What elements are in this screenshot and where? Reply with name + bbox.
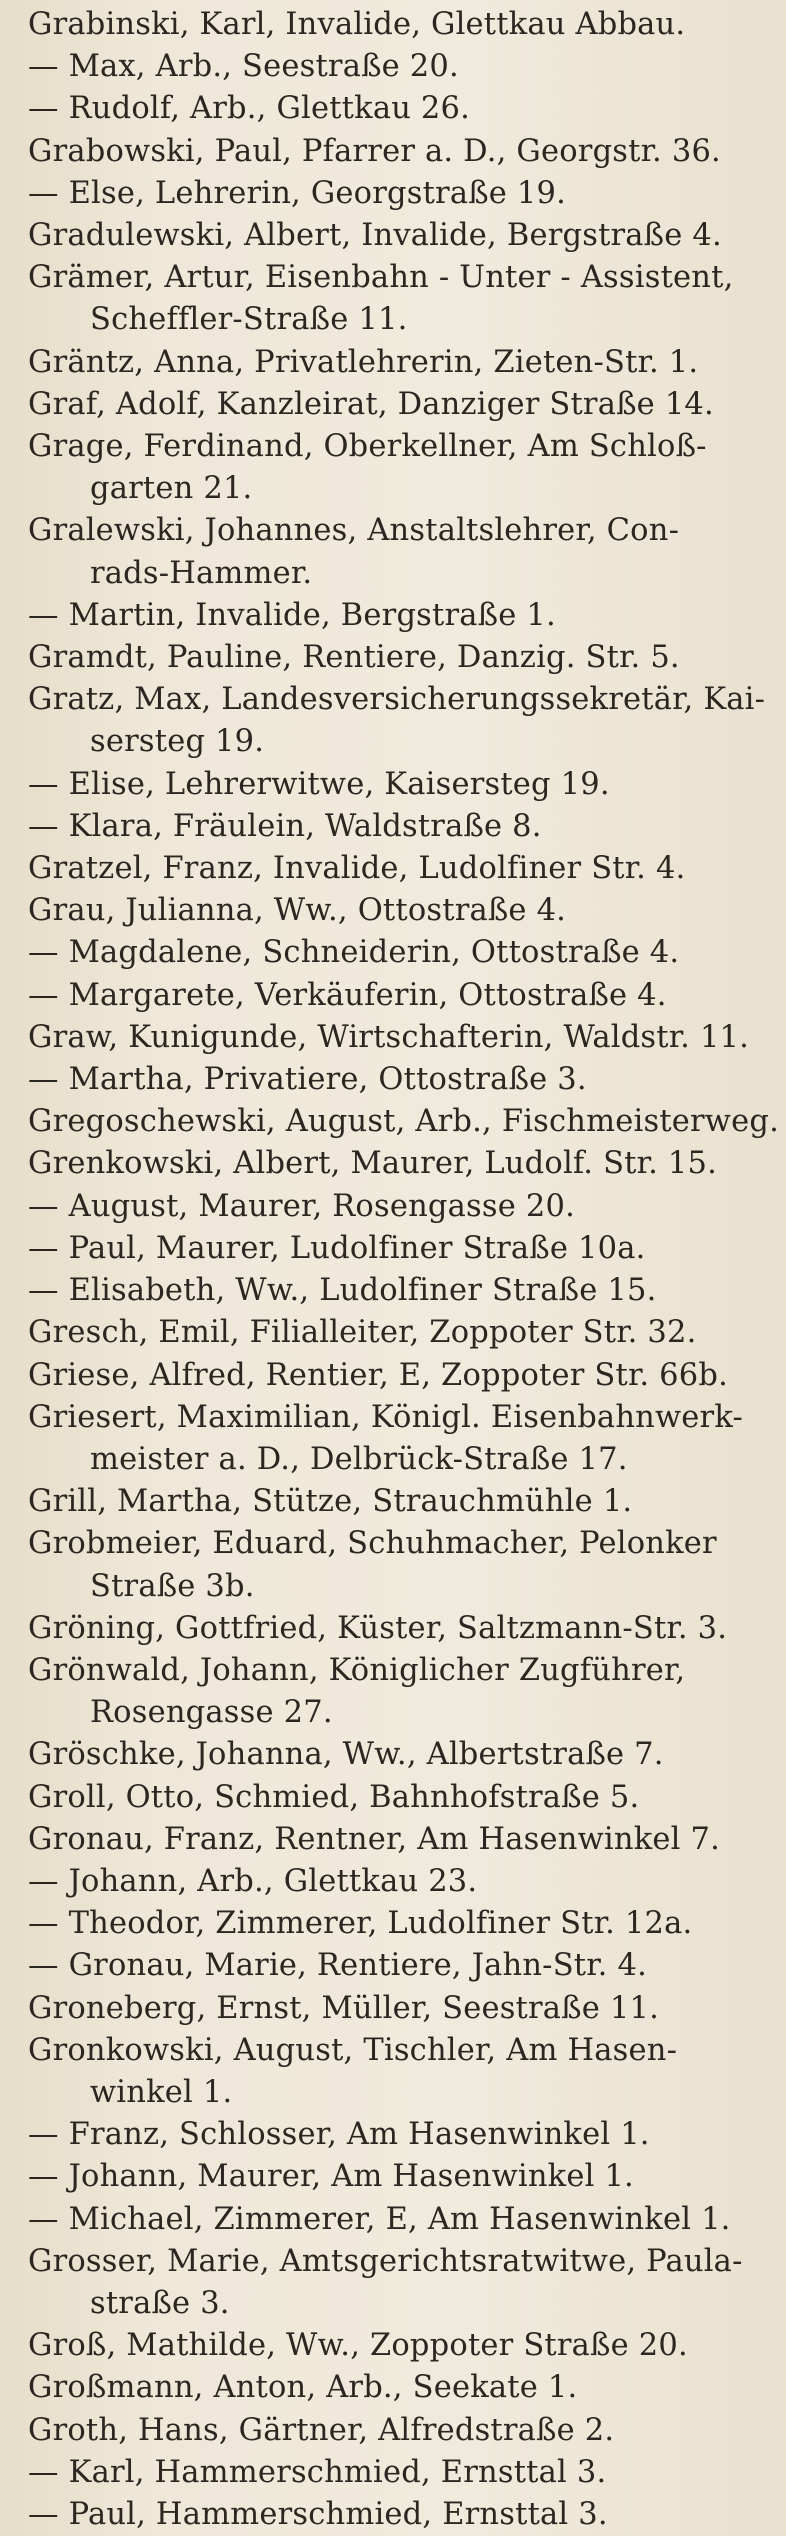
- directory-entry: [28, 88, 780, 130]
- directory-entry: [28, 1270, 780, 1312]
- entry-line: Griese, Alfred, Rentier, E, Zoppoter Str. 66b.: [28, 1357, 728, 1393]
- entry-continuation-line: straße 3.: [90, 2285, 230, 2321]
- directory-entry: [28, 131, 780, 173]
- entry-line: — Paul, Maurer, Ludolfiner Straße 10a.: [28, 1230, 646, 1266]
- entry-continuation-line: meister a. D., Delbrück-Straße 17.: [90, 1441, 628, 1477]
- directory-entry: [28, 848, 780, 890]
- directory-entry: [28, 679, 780, 763]
- directory-entry: [28, 2367, 780, 2409]
- entry-line: Gröning, Gottfried, Küster, Saltzmann-Str. 3.: [28, 1610, 728, 1646]
- entry-line: — Elise, Lehrerwitwe, Kaisersteg 19.: [28, 766, 610, 802]
- entry-line: Groß, Mathilde, Ww., Zoppoter Straße 20.: [28, 2328, 688, 2364]
- directory-entry: [28, 173, 780, 215]
- directory-entry: [28, 764, 780, 806]
- directory-entry: [28, 595, 780, 637]
- directory-entry: [28, 46, 780, 88]
- directory-entry: [28, 215, 780, 257]
- entry-line: — Rudolf, Arb., Glettkau 26.: [28, 91, 471, 127]
- directory-entry: [28, 1523, 780, 1607]
- directory-entry: [28, 384, 780, 426]
- directory-entry: [28, 4, 780, 46]
- entry-line: — Else, Lehrerin, Georgstraße 19.: [28, 175, 567, 211]
- entry-line: — Martha, Privatiere, Ottostraße 3.: [28, 1062, 587, 1098]
- directory-entry: [28, 1059, 780, 1101]
- entry-line: — Martin, Invalide, Bergstraße 1.: [28, 597, 556, 633]
- directory-entry: [28, 1186, 780, 1228]
- directory-entry: [28, 1397, 780, 1481]
- entry-line: Gratz, Max, Landesversicherungssekretär, Kai-: [28, 682, 766, 718]
- entry-line: — Paul, Hammerschmied, Ernsttal 3.: [28, 2496, 608, 2532]
- entry-continuation-line: sersteg 19.: [90, 724, 265, 760]
- directory-entry: [28, 1017, 780, 1059]
- directory-entry: [28, 426, 780, 510]
- directory-entry: [28, 1945, 780, 1987]
- entry-line: Gräntz, Anna, Privatlehrerin, Zieten-Str. 1.: [28, 344, 699, 380]
- entry-line: Gradulewski, Albert, Invalide, Bergstraße 4.: [28, 218, 722, 254]
- entry-line: — Johann, Maurer, Am Hasenwinkel 1.: [28, 2159, 634, 2195]
- directory-entry: [28, 2199, 780, 2241]
- entry-line: Gramdt, Pauline, Rentiere, Danzig. Str. 5.: [28, 640, 680, 676]
- entry-line: Gratzel, Franz, Invalide, Ludolfiner Str. 4.: [28, 851, 686, 887]
- directory-entry: [28, 1861, 780, 1903]
- entry-line: Graw, Kunigunde, Wirtschafterin, Waldstr. 11.: [28, 1019, 750, 1055]
- entry-line: — Theodor, Zimmerer, Ludolfiner Str. 12a.: [28, 1906, 693, 1942]
- entry-line: Gregoschewski, August, Arb., Fischmeisterweg.: [28, 1104, 779, 1140]
- entry-continuation-line: Straße 3b.: [90, 1568, 255, 1604]
- entry-line: — Johann, Arb., Glettkau 23.: [28, 1863, 478, 1899]
- directory-entry: [28, 975, 780, 1017]
- directory-entry: [28, 1608, 780, 1650]
- directory-entry: [28, 2452, 780, 2494]
- directory-entry: [28, 257, 780, 341]
- directory-entry: [28, 2410, 780, 2452]
- entry-line: Grämer, Artur, Eisenbahn - Unter - Assistent,: [28, 260, 734, 296]
- directory-entry: [28, 1988, 780, 2030]
- directory-entry: [28, 1903, 780, 1945]
- entry-line: Gröschke, Johanna, Ww., Albertstraße 7.: [28, 1737, 664, 1773]
- entry-line: Grobmeier, Eduard, Schuhmacher, Pelonker: [28, 1526, 717, 1562]
- entry-continuation-line: winkel 1.: [90, 2074, 233, 2110]
- directory-entry: [28, 1143, 780, 1185]
- entry-continuation-line: rads-Hammer.: [90, 555, 313, 591]
- entry-line: — August, Maurer, Rosengasse 20.: [28, 1188, 575, 1224]
- directory-entry: [28, 1312, 780, 1354]
- entry-line: Grau, Julianna, Ww., Ottostraße 4.: [28, 893, 567, 929]
- directory-entry: [28, 2494, 780, 2536]
- entry-line: Grabinski, Karl, Invalide, Glettkau Abbau.: [28, 7, 686, 42]
- directory-entry: [28, 1819, 780, 1861]
- entry-line: Grönwald, Johann, Königlicher Zugführer,: [28, 1652, 686, 1688]
- entry-continuation-line: Scheffler-Straße 11.: [90, 302, 408, 338]
- entry-line: Grill, Martha, Stütze, Strauchmühle 1.: [28, 1484, 633, 1520]
- entry-line: Gronkowski, August, Tischler, Am Hasen-: [28, 2032, 678, 2068]
- entry-line: Grenkowski, Albert, Maurer, Ludolf. Str. 15.: [28, 1146, 717, 1182]
- directory-entry: [28, 2156, 780, 2198]
- entry-line: — Gronau, Marie, Rentiere, Jahn-Str. 4.: [28, 1948, 647, 1984]
- directory-entry: [28, 1734, 780, 1776]
- directory-entry: [28, 932, 780, 974]
- entry-line: Gronau, Franz, Rentner, Am Hasenwinkel 7.: [28, 1821, 720, 1857]
- entry-line: Grosser, Marie, Amtsgerichtsratwitwe, Paula-: [28, 2243, 743, 2279]
- entry-line: Gralewski, Johannes, Anstaltslehrer, Con-: [28, 513, 680, 549]
- entry-line: Grabowski, Paul, Pfarrer a. D., Georgstr. 36.: [28, 133, 721, 169]
- directory-entry: [28, 342, 780, 384]
- entry-continuation-line: garten 21.: [90, 471, 253, 507]
- directory-entry: [28, 2241, 780, 2325]
- directory-entry: [28, 1355, 780, 1397]
- directory-entry: [28, 1101, 780, 1143]
- entry-line: — Magdalene, Schneiderin, Ottostraße 4.: [28, 935, 680, 971]
- directory-entry: [28, 510, 780, 594]
- directory-entry: [28, 806, 780, 848]
- directory-entry: [28, 637, 780, 679]
- directory-entry: [28, 1481, 780, 1523]
- entry-line: Groneberg, Ernst, Müller, Seestraße 11.: [28, 1990, 659, 2026]
- directory-entry: [28, 2114, 780, 2156]
- directory-entry: [28, 1777, 780, 1819]
- entry-line: — Elisabeth, Ww., Ludolfiner Straße 15.: [28, 1273, 657, 1309]
- entry-line: — Klara, Fräulein, Waldstraße 8.: [28, 808, 542, 844]
- directory-entry: [28, 890, 780, 932]
- entry-line: Graf, Adolf, Kanzleirat, Danziger Straße 14.: [28, 386, 714, 422]
- entry-continuation-line: Rosengasse 27.: [90, 1695, 333, 1731]
- entry-line: Gresch, Emil, Filialleiter, Zoppoter Str. 32.: [28, 1315, 697, 1351]
- directory-entry: [28, 1650, 780, 1734]
- entry-line: — Franz, Schlosser, Am Hasenwinkel 1.: [28, 2117, 650, 2153]
- entry-line: Groll, Otto, Schmied, Bahnhofstraße 5.: [28, 1779, 640, 1815]
- entry-line: — Max, Arb., Seestraße 20.: [28, 49, 459, 85]
- entry-line: — Michael, Zimmerer, E, Am Hasenwinkel 1.: [28, 2201, 731, 2237]
- entry-line: Groth, Hans, Gärtner, Alfredstraße 2.: [28, 2412, 615, 2448]
- directory-entry: [28, 2030, 780, 2114]
- directory-entry: [28, 1228, 780, 1270]
- entry-line: — Margarete, Verkäuferin, Ottostraße 4.: [28, 977, 667, 1013]
- entry-line: Grage, Ferdinand, Oberkellner, Am Schloß-: [28, 429, 707, 465]
- entry-line: Großmann, Anton, Arb., Seekate 1.: [28, 2370, 578, 2406]
- entry-list: [28, 4, 780, 2536]
- entry-line: Griesert, Maximilian, Königl. Eisenbahnwerk-: [28, 1399, 743, 1435]
- directory-entry: [28, 2325, 780, 2367]
- entry-line: — Karl, Hammerschmied, Ernsttal 3.: [28, 2454, 607, 2490]
